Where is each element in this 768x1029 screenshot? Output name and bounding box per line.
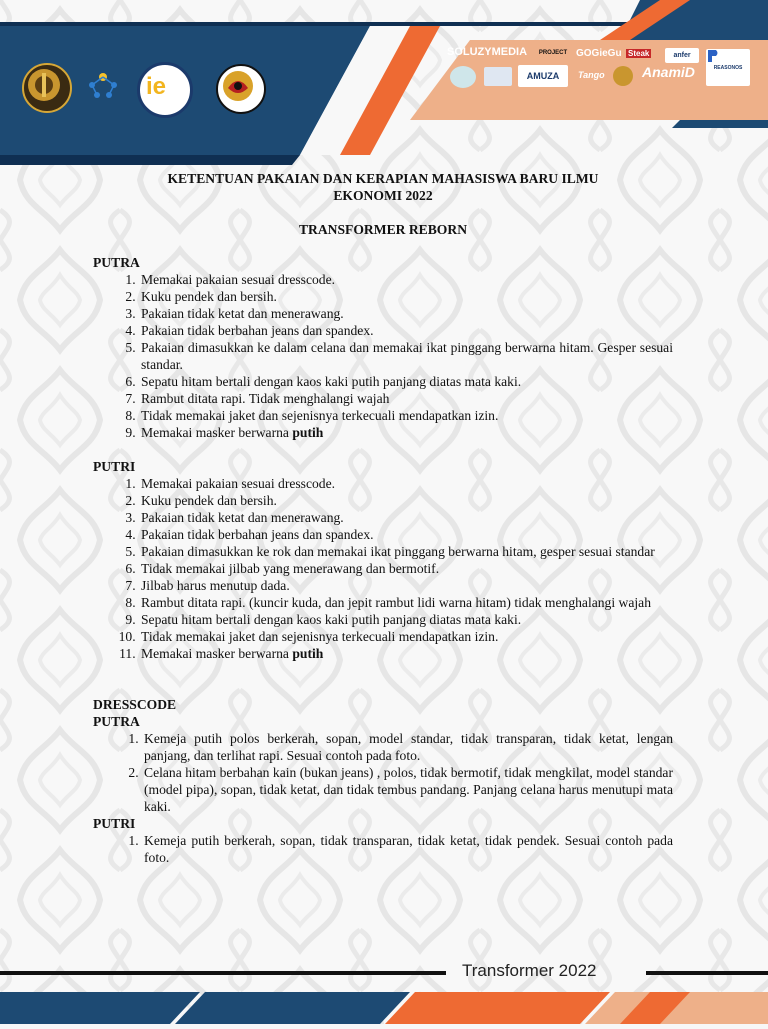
document-body <box>93 170 673 866</box>
sponsor-steak: Steak <box>628 49 650 58</box>
sponsor-reasonos-label: REASONOS <box>713 64 743 71</box>
sponsor-gogiegu: GOGieGu <box>576 48 622 59</box>
dresscode-putri-list <box>93 832 673 866</box>
list-item: 3. Pakaian tidak ketat dan menerawang. <box>139 305 673 322</box>
list-item: 8. Rambut ditata rapi. (kuncir kuda, dan jepit rambut lidi warna hitam) tidak menghalangi wajah <box>139 594 673 611</box>
sponsor-badge-logo-icon <box>484 67 512 86</box>
list-item: 4. Pakaian tidak berbahan jeans dan spandex. <box>139 526 673 543</box>
list-item: 7. Jilbab harus menutup dada. <box>139 577 673 594</box>
list-item: 3. Pakaian tidak ketat dan menerawang. <box>139 509 673 526</box>
list-item-text: Memakai masker berwarna <box>141 646 293 661</box>
sponsor-soluzymedia: SOLUZYMEDIA <box>447 46 528 58</box>
header-banner <box>0 0 768 165</box>
list-item: 6. Tidak memakai jilbab yang menerawang dan bermotif. <box>139 560 673 577</box>
ie-logo-icon <box>137 62 193 118</box>
putri-rules-list <box>93 475 673 662</box>
list-item <box>139 645 673 662</box>
list-item: 1. Kemeja putih polos berkerah, sopan, model standar, tidak transparan, tidak ketat, lengan panjang, dan terlihat rapi. Sesuai contoh pada foto. <box>142 730 673 764</box>
sponsor-circle-logo-icon <box>450 66 476 88</box>
list-item: 4. Pakaian tidak berbahan jeans dan spandex. <box>139 322 673 339</box>
sponsor-anami: AnamiD <box>642 64 695 80</box>
list-item: 1. Memakai pakaian sesuai dresscode. <box>139 475 673 492</box>
list-item: 1. Kemeja putih berkerah, sopan, tidak transparan, tidak ketat, tidak pendek. Sesuai contoh pada foto. <box>142 832 673 866</box>
list-item: 9. Sepatu hitam bertali dengan kaos kaki putih panjang diatas mata kaki. <box>139 611 673 628</box>
footer-shapes <box>0 944 768 1024</box>
sponsor-anfer: anfer <box>665 48 699 63</box>
list-item-bold: putih <box>292 646 324 661</box>
putri-heading: PUTRI <box>93 459 136 474</box>
list-item-bold: putih <box>292 425 324 440</box>
network-logo-icon <box>80 63 126 109</box>
dresscode-putra-list <box>93 730 673 815</box>
list-item: 10. Tidak memakai jaket dan sejenisnya terkecuali mendapatkan izin. <box>139 628 673 645</box>
list-item: 5. Pakaian dimasukkan ke rok dan memakai ikat pinggang berwarna hitam, gesper sesuai standar <box>139 543 673 560</box>
list-item <box>139 424 673 441</box>
sponsor-tango: Tango <box>578 70 605 80</box>
document-title-line2: EKONOMI 2022 <box>333 188 433 203</box>
sponsor-round-logo-icon <box>613 66 633 86</box>
list-item: 2. Celana hitam berbahan kain (bukan jeans) , polos, tidak bermotif, tidak mengkilat, model standar (model pipa), sopan, tidak ketat, dan tidak tembus pandang. Panjang celana harus menutupi mata kaki. <box>142 764 673 815</box>
reasonos-logo-icon <box>706 49 720 63</box>
putra-rules-list <box>93 271 673 441</box>
list-item: 5. Pakaian dimasukkan ke dalam celana dan memakai ikat pinggang berwarna hitam. Gesper sesuai standar. <box>139 339 673 373</box>
dresscode-putra-heading: PUTRA <box>93 714 140 729</box>
sponsor-project: PROJECT <box>538 50 568 56</box>
document-subtitle: TRANSFORMER REBORN <box>298 222 468 237</box>
dresscode-putri-heading: PUTRI <box>93 816 136 831</box>
list-item: 2. Kuku pendek dan bersih. <box>139 288 673 305</box>
footer-label: Transformer 2022 <box>462 961 597 980</box>
university-seal-icon <box>22 63 72 113</box>
document-title <box>93 170 673 204</box>
sponsor-amuza: AMUZA <box>518 65 568 87</box>
document-title-line1: KETENTUAN PAKAIAN DAN KERAPIAN MAHASISWA BARU ILMU <box>167 171 599 186</box>
list-item: 6. Sepatu hitam bertali dengan kaos kaki putih panjang diatas mata kaki. <box>139 373 673 390</box>
list-item: 8. Tidak memakai jaket dan sejenisnya terkecuali mendapatkan izin. <box>139 407 673 424</box>
list-item-text: Memakai masker berwarna <box>141 425 293 440</box>
footer-banner <box>0 944 768 1024</box>
list-item: 2. Kuku pendek dan bersih. <box>139 492 673 509</box>
sponsor-reasonos <box>706 49 750 86</box>
list-item: 7. Rambut ditata rapi. Tidak menghalangi wajah <box>139 390 673 407</box>
mascot-logo-icon <box>216 64 266 114</box>
dresscode-heading: DRESSCODE <box>93 697 177 712</box>
svg-text:ie: ie <box>146 73 167 100</box>
list-item: 1. Memakai pakaian sesuai dresscode. <box>139 271 673 288</box>
putra-heading: PUTRA <box>93 255 140 270</box>
